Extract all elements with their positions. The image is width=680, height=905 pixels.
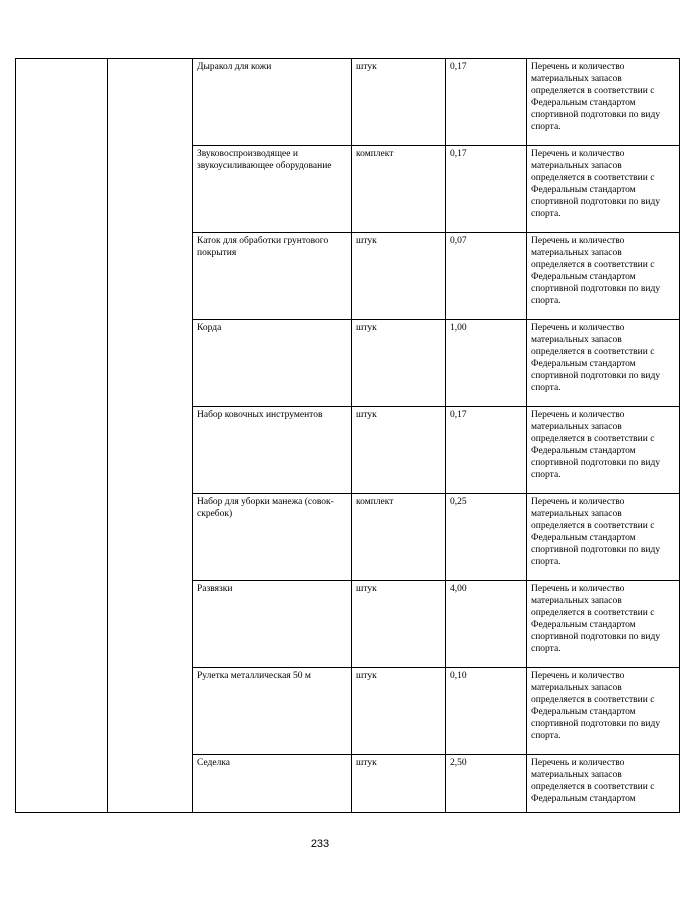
note-cell: Перечень и количество материальных запасов определяется в соответствии с Федеральным стандартом спортивной подготовки по виду спорта. <box>527 668 680 755</box>
item-name-cell: Развязки <box>193 581 352 668</box>
quantity-cell: 0,25 <box>446 494 527 581</box>
unit-cell: штук <box>352 320 446 407</box>
equipment-table <box>15 58 680 813</box>
item-name-cell: Каток для обработки грунтового покрытия <box>193 233 352 320</box>
unit-cell: комплект <box>352 494 446 581</box>
unit-cell: штук <box>352 59 446 146</box>
quantity-cell: 4,00 <box>446 581 527 668</box>
merged-empty-cell-2 <box>108 59 193 813</box>
quantity-cell: 0,07 <box>446 233 527 320</box>
page-number: 233 <box>310 838 330 850</box>
item-name-cell: Набор ковочных инструментов <box>193 407 352 494</box>
merged-empty-cell-1 <box>16 59 108 813</box>
unit-cell: комплект <box>352 146 446 233</box>
quantity-cell: 0,10 <box>446 668 527 755</box>
quantity-cell: 0,17 <box>446 59 527 146</box>
item-name-cell: Корда <box>193 320 352 407</box>
unit-cell: штук <box>352 668 446 755</box>
note-cell: Перечень и количество материальных запасов определяется в соответствии с Федеральным стандартом спортивной подготовки по виду спорта. <box>527 146 680 233</box>
quantity-cell: 2,50 <box>446 755 527 813</box>
item-name-cell: Рулетка металлическая 50 м <box>193 668 352 755</box>
quantity-cell: 1,00 <box>446 320 527 407</box>
note-cell: Перечень и количество материальных запасов определяется в соответствии с Федеральным стандартом спортивной подготовки по виду спорта. <box>527 494 680 581</box>
equipment-table-body <box>16 59 680 813</box>
item-name-cell: Седелка <box>193 755 352 813</box>
unit-cell: штук <box>352 233 446 320</box>
note-cell: Перечень и количество материальных запасов определяется в соответствии с Федеральным стандартом спортивной подготовки по виду спорта. <box>527 407 680 494</box>
unit-cell: штук <box>352 581 446 668</box>
table-row <box>16 59 680 146</box>
item-name-cell: Набор для уборки манежа (совок-скребок) <box>193 494 352 581</box>
note-cell: Перечень и количество материальных запасов определяется в соответствии с Федеральным стандартом <box>527 755 680 813</box>
quantity-cell: 0,17 <box>446 146 527 233</box>
item-name-cell: Дыракол для кожи <box>193 59 352 146</box>
unit-cell: штук <box>352 407 446 494</box>
note-cell: Перечень и количество материальных запасов определяется в соответствии с Федеральным стандартом спортивной подготовки по виду спорта. <box>527 233 680 320</box>
unit-cell: штук <box>352 755 446 813</box>
note-cell: Перечень и количество материальных запасов определяется в соответствии с Федеральным стандартом спортивной подготовки по виду спорта. <box>527 581 680 668</box>
quantity-cell: 0,17 <box>446 407 527 494</box>
item-name-cell: Звуковоспроизводящее и звукоусиливающее оборудование <box>193 146 352 233</box>
note-cell: Перечень и количество материальных запасов определяется в соответствии с Федеральным стандартом спортивной подготовки по виду спорта. <box>527 320 680 407</box>
note-cell: Перечень и количество материальных запасов определяется в соответствии с Федеральным стандартом спортивной подготовки по виду спорта. <box>527 59 680 146</box>
